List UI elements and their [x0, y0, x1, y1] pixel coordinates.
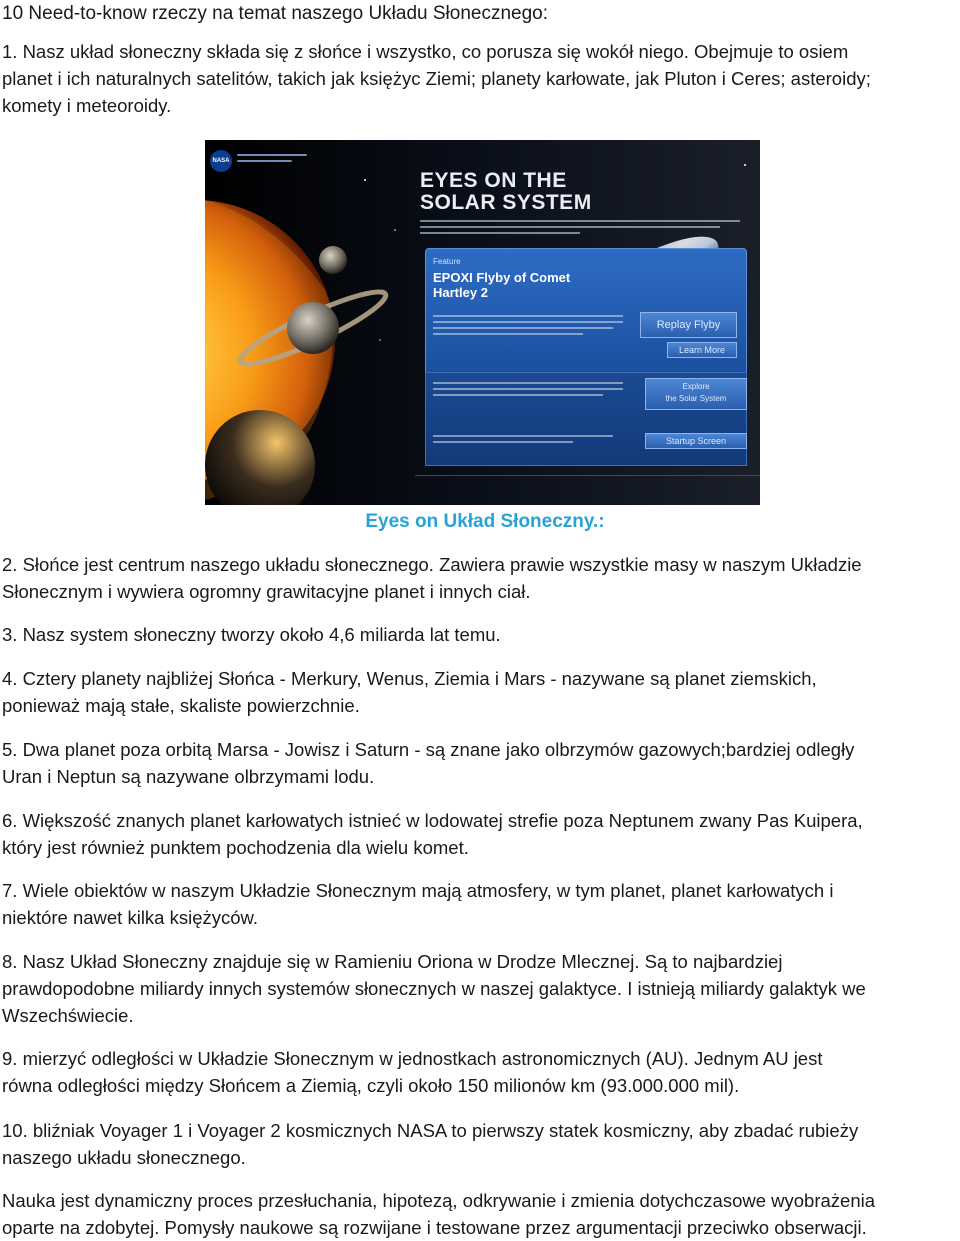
paragraph-line: 6. Większość znanych planet karłowatych istnieć w lodowatej strefie poza Neptunem zwany Pas Kuipera,	[2, 810, 863, 831]
eyes-on-solar-system-image	[205, 140, 760, 505]
paragraph-2	[2, 551, 957, 605]
paragraph-10	[2, 1117, 957, 1171]
paragraph-line: naszego układu słonecznego.	[2, 1147, 246, 1168]
paragraph-conclusion	[2, 1187, 957, 1241]
paragraph-line: komety i meteoroidy.	[2, 95, 172, 116]
explore-button-line-2: the Solar System	[665, 394, 727, 403]
paragraph-8	[2, 948, 957, 1029]
explore-description	[433, 388, 623, 390]
page-heading: 10 Need-to-know rzeczy na temat naszego Układu Słonecznego:	[2, 3, 549, 24]
startup-screen-button[interactable]: Startup Screen	[645, 433, 747, 449]
paragraph-line: prawdopodobne miliardy innych systemów słonecznych w naszej galaktyce. I istnieją miliardy galaktyk we	[2, 978, 866, 999]
paragraph-line: 5. Dwa planet poza orbitą Marsa - Jowisz i Saturn - są znane jako olbrzymów gazowych;bardziej odległy	[2, 739, 855, 760]
feature-description	[433, 321, 623, 323]
jpl-header-subtext	[237, 160, 292, 162]
paragraph-line: równa odległości między Słońcem a Ziemią, czyli około 150 milionów km (93.000.000 mil).	[2, 1075, 740, 1096]
feature-label: Feature	[433, 257, 461, 266]
paragraph-line: który jest również punktem pochodzenia dla wielu komet.	[2, 837, 469, 858]
explore-description	[433, 382, 623, 384]
paragraph-5	[2, 736, 957, 790]
explore-description	[433, 394, 603, 396]
paragraph-3	[2, 621, 957, 648]
paragraph-line: 4. Cztery planety najbliżej Słońca - Merkury, Wenus, Ziemia i Mars - nazywane są planet ziemskich,	[2, 668, 817, 689]
learn-more-button[interactable]: Learn More	[667, 342, 737, 358]
explore-solar-system-button[interactable]	[645, 378, 747, 410]
paragraph-1	[2, 38, 957, 119]
paragraph-line: Słonecznym i wywiera ogromny grawitacyjne planet i innych ciał.	[2, 581, 531, 602]
replay-flyby-button[interactable]: Replay Flyby	[640, 312, 737, 338]
paragraph-7	[2, 877, 957, 931]
figure-caption	[0, 510, 960, 534]
paragraph-line: oparte na zdobytej. Pomysły naukowe są rozwijane i testowane przez argumentacji przeciwko obserwacji.	[2, 1217, 867, 1238]
intro-text	[420, 220, 740, 222]
paragraph-line: Uran i Neptun są nazywane olbrzymami lodu.	[2, 766, 375, 787]
paragraph-line: 2. Słońce jest centrum naszego układu słonecznego. Zawiera prawie wszystkie masy w naszym Układzie	[2, 554, 862, 575]
paragraph-line: 10. bliźniak Voyager 1 i Voyager 2 kosmicznych NASA to pierwszy statek kosmiczny, aby zbadać rubieży	[2, 1120, 859, 1141]
jpl-header-text	[237, 154, 307, 156]
paragraph-line: ponieważ mają stałe, skaliste powierzchnie.	[2, 695, 360, 716]
paragraph-line: 3. Nasz system słoneczny tworzy około 4,6 miliarda lat temu.	[2, 624, 501, 645]
paragraph-line: 8. Nasz Układ Słoneczny znajduje się w Ramieniu Oriona w Drodze Mlecznej. Są to najbardziej	[2, 951, 783, 972]
app-title-line-1: EYES ON THE	[420, 169, 567, 192]
paragraph-line: Wszechświecie.	[2, 1005, 134, 1026]
startup-description	[433, 441, 573, 443]
paragraph-line: 1. Nasz układ słoneczny składa się z słońce i wszystko, co porusza się wokół niego. Obejmuje to osiem	[2, 41, 849, 62]
paragraph-line: 9. mierzyć odległości w Układzie Słonecznym w jednostkach astronomicznych (AU). Jednym AU jest	[2, 1048, 823, 1069]
app-title	[420, 170, 592, 214]
paragraph-line: 7. Wiele obiektów w naszym Układzie Słonecznym mają atmosfery, w tym planet, planet karłowatych i	[2, 880, 834, 901]
intro-text	[420, 226, 720, 228]
feature-description	[433, 327, 613, 329]
paragraph-9	[2, 1045, 957, 1099]
paragraph-line: niektóre nawet kilka księżyców.	[2, 907, 259, 928]
intro-text	[420, 232, 580, 234]
feature-description	[433, 333, 583, 335]
startup-description	[433, 435, 613, 437]
paragraph-6	[2, 807, 957, 861]
paragraph-line: planet i ich naturalnych satelitów, takich jak księżyc Ziemi; planety karłowate, jak Pluton i Ceres; asteroidy;	[2, 68, 871, 89]
feature-description	[433, 315, 623, 317]
paragraph-4	[2, 665, 957, 719]
figure-caption-text: Eyes on Układ Słoneczny.:	[365, 511, 605, 532]
feature-title-line-2: Hartley 2	[433, 285, 488, 300]
feature-title-line-1: EPOXI Flyby of Comet	[433, 270, 571, 285]
explore-button-line-1: Explore	[682, 382, 710, 391]
app-title-line-2: SOLAR SYSTEM	[420, 191, 592, 214]
nasa-logo-icon: NASA	[210, 150, 232, 172]
paragraph-line: Nauka jest dynamiczny proces przesłuchania, hipotezą, odkrywanie i zmienia dotychczasowe wyobrażenia	[2, 1190, 876, 1211]
feature-title	[433, 270, 570, 300]
